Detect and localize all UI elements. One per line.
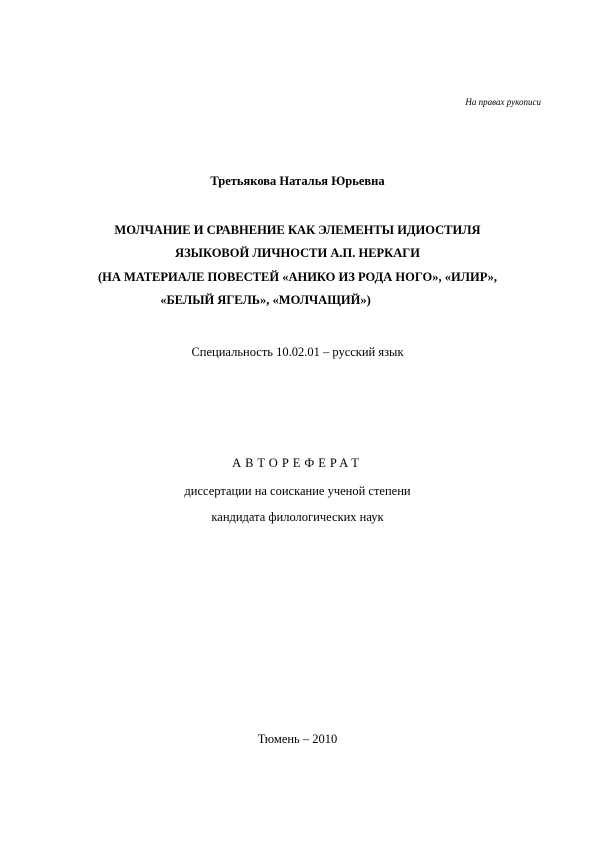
place-year: Тюмень – 2010 [257,732,338,746]
specialty-line: Специальность 10.02.01 – русский язык [191,345,404,359]
author-name: Третьякова Наталья Юрьевна [210,174,385,188]
document-type: АВТОРЕФЕРАТ [232,456,363,470]
dissertation-line: диссертации на соискание ученой степени [184,484,411,498]
title-line-2: ЯЗЫКОВОЙ ЛИЧНОСТИ А.П. НЕРКАГИ [175,246,420,260]
title-line-4: «БЕЛЫЙ ЯГЕЛЬ», «МОЛЧАЩИЙ») [160,293,371,307]
rights-notice: На правах рукописи [465,97,541,107]
title-line-1: МОЛЧАНИЕ И СРАВНЕНИЕ КАК ЭЛЕМЕНТЫ ИДИОСТИЛЯ [114,223,481,237]
title-line-3: (НА МАТЕРИАЛЕ ПОВЕСТЕЙ «АНИКО ИЗ РОДА НОГО», «ИЛИР», [97,270,498,284]
degree-line: кандидата филологических наук [211,510,384,524]
